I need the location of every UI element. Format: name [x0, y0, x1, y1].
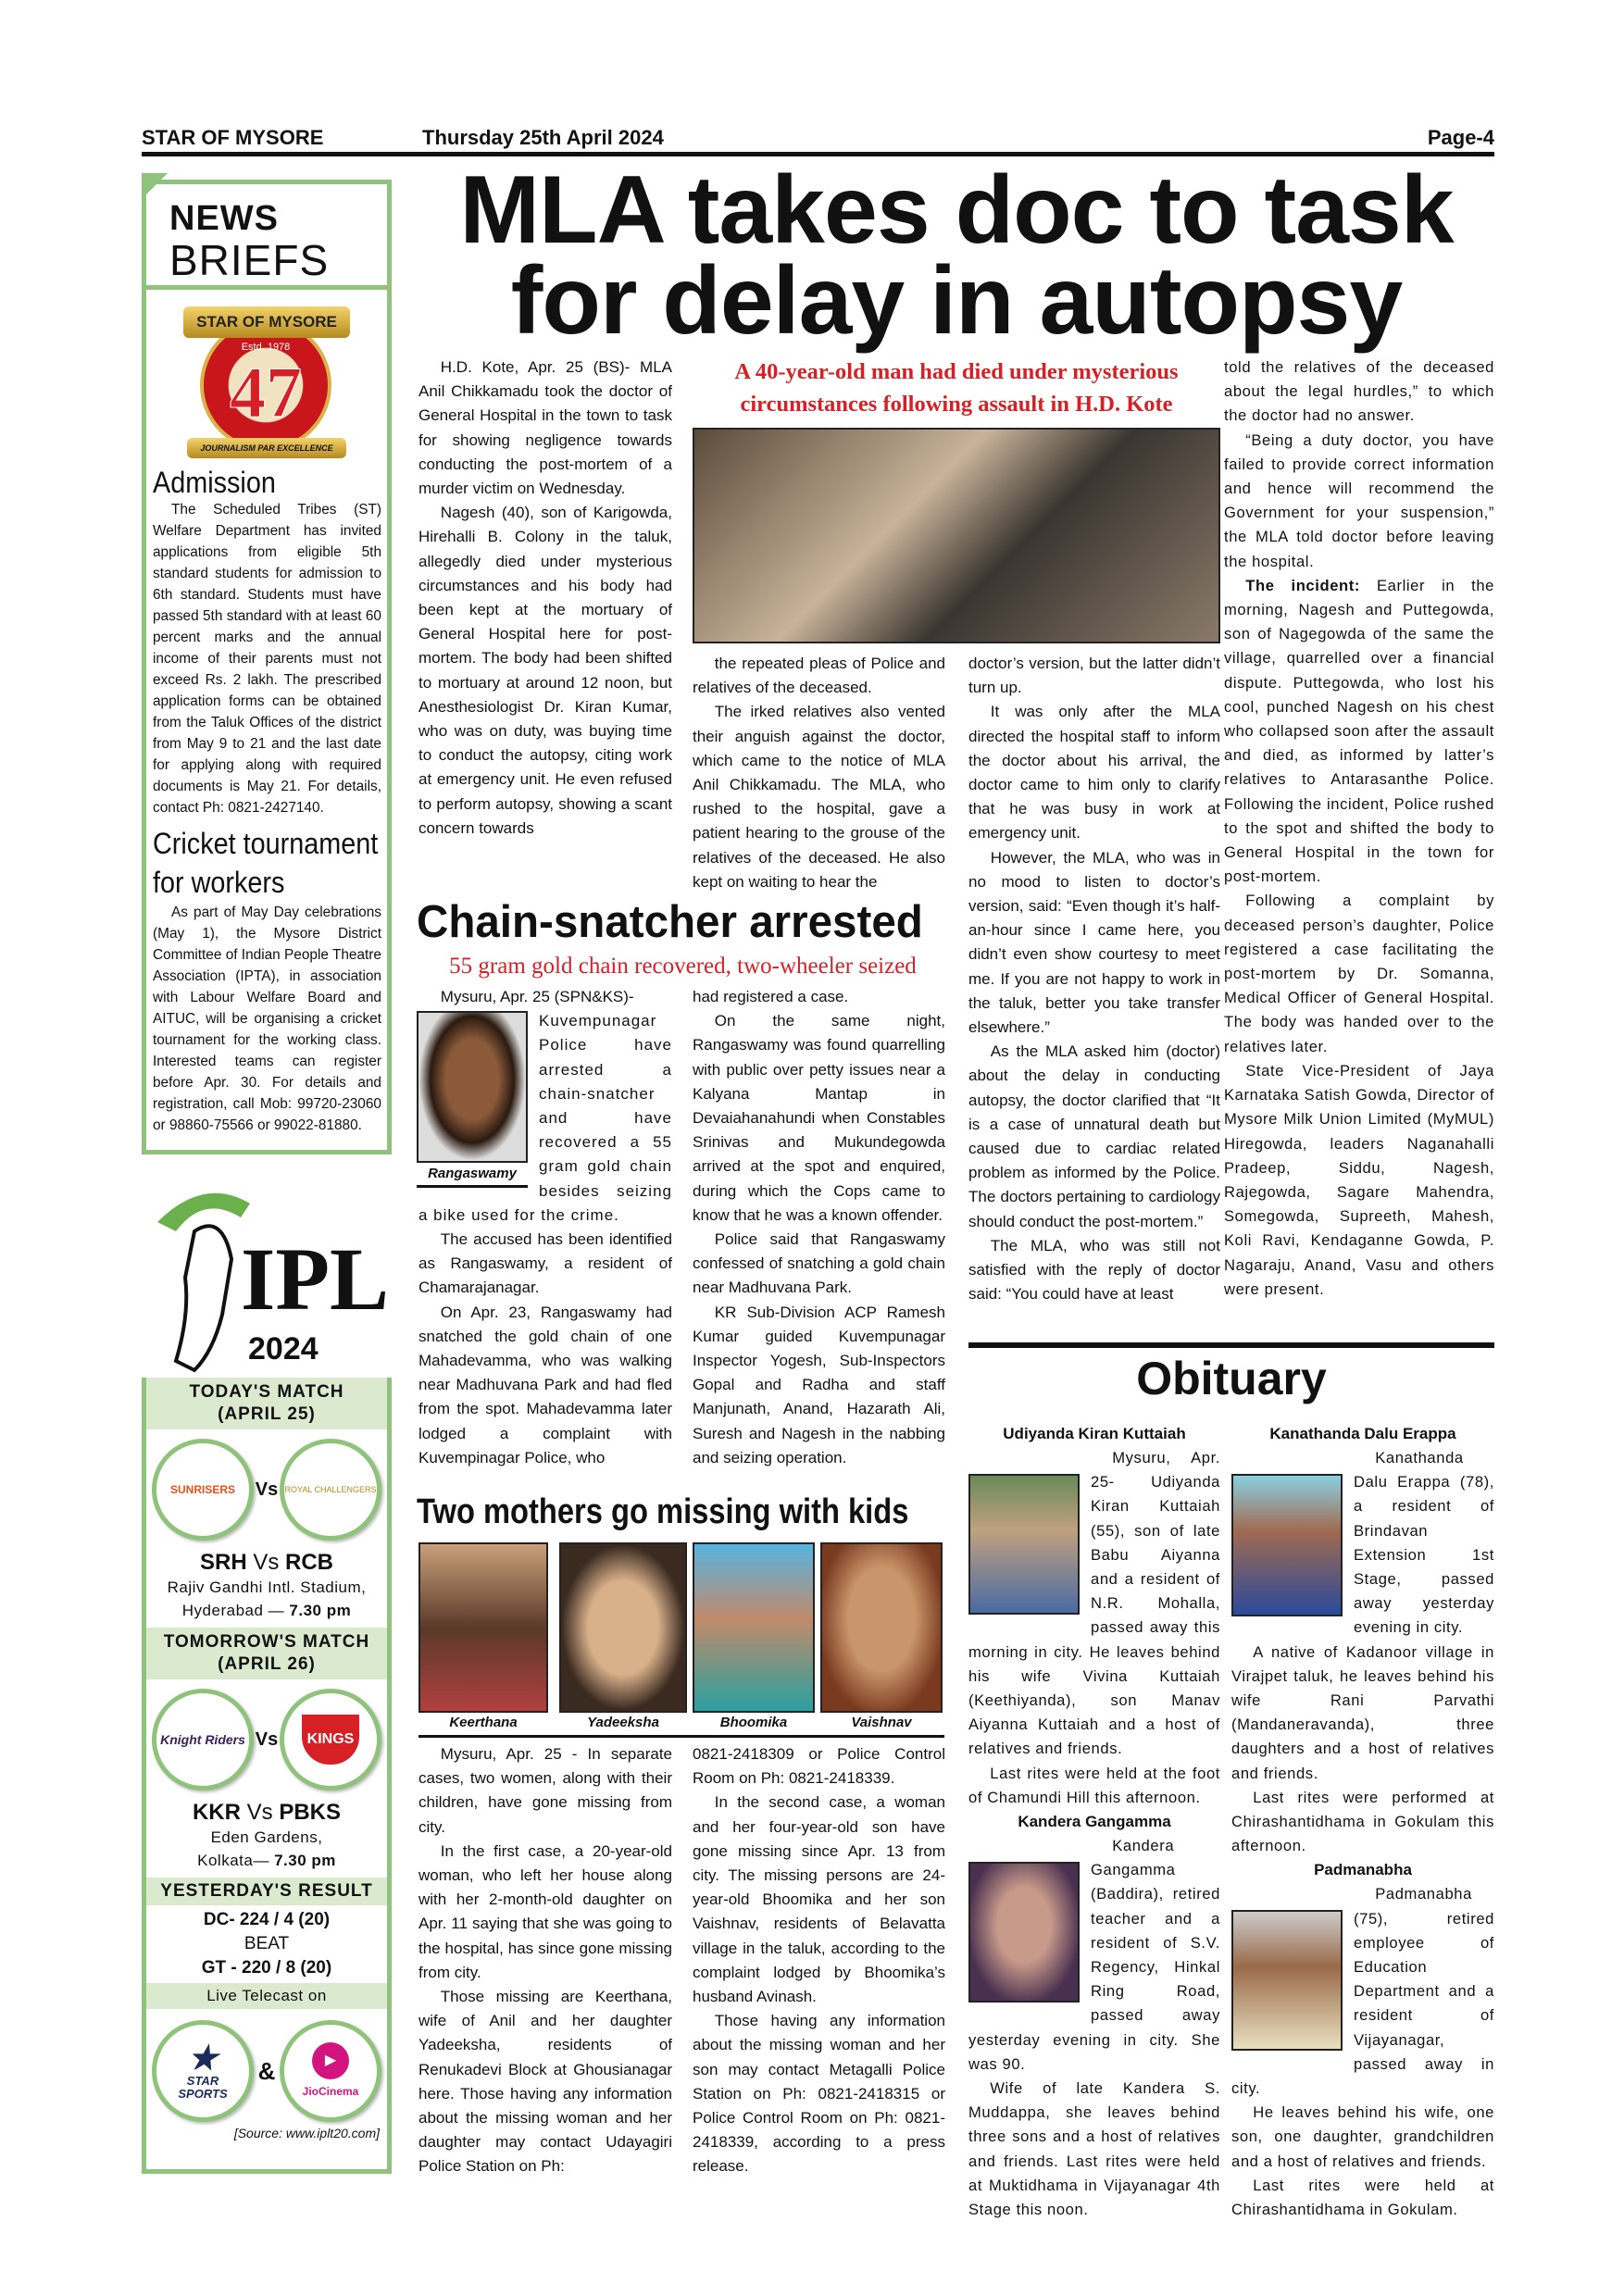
venue-today: Rajiv Gandhi Intl. Stadium, Hyderabad — 7.30 pm	[167, 1578, 367, 1619]
obit-text: Kanathanda Dalu Erappa (78), a resident of Brindavan Extension 1st Stage, passed away yesterday evening in city.	[1354, 1449, 1494, 1637]
corner-tab	[142, 173, 168, 199]
star-sports-logo: ★ STAR SPORTS	[152, 2020, 254, 2122]
rangaswamy-photo	[417, 1011, 528, 1163]
obit-name: Kanathanda Dalu Erappa	[1269, 1425, 1456, 1442]
caption-vaishnav: Vaishnav	[851, 1715, 912, 1730]
main-headline: MLA takes doc to task for delay in autopsy	[459, 156, 1454, 355]
obit-photo	[1231, 1910, 1343, 2051]
brief-text: As part of May Day celebrations (May 1), the Mysore District Committee of Indian People Theatre Association (IPTA), in association with Labour Welfare Board and AITUC, will be organising a cricket tournament for the working class. Interested teams can register before Apr. 30. For details and registration, call Mob: 99720-23060 or 98860-75566 or 99022-81880.	[153, 905, 381, 1133]
brief-heading: Cricket tournament for workers	[153, 827, 379, 899]
obit-photo	[968, 1862, 1080, 2003]
obit-text: Padmanabha (75), retired employee of Education Department and a resident of Vijayanagar, passed away in city.	[1231, 1885, 1494, 2098]
paper-name: STAR OF MYSORE	[142, 126, 324, 149]
caption-yadeeksha: Yadeeksha	[587, 1715, 659, 1730]
ipl-logo: IPL 2024	[139, 1176, 394, 1384]
obit-text: Last rites were performed at Chirashantidhama in Gokulam this afternoon.	[1231, 1788, 1494, 1855]
mla-hospital-photo	[693, 428, 1220, 643]
briefs-title-briefs: BRIEFS	[169, 236, 330, 284]
obit-name: Kandera Gangamma	[1018, 1813, 1171, 1831]
ipl-schedule-box: TODAY'S MATCH (APRIL 25) SUNRISERS Vs ROYAL CHALLENGERS SRH Vs RCB Rajiv Gandhi Intl. Stadium, Hyderabad — 7.30 pm TOMORROW'S MATCH (APRIL 26) Knight Riders Vs KINGS KKR Vs PBKS Eden Gardens, Kolkata— 7.30 pm YESTERDAY'S RESULT DC- 224 / 4 (20) BEAT GT - 220 / 8 (20) Live Telecast on ★ STAR SPORTS & ▶ JioCinema [Source: www.iplt20.com]	[142, 1378, 392, 2174]
yesterday-result: DC- 224 / 4 (20) BEAT GT - 220 / 8 (20)	[201, 1910, 332, 1978]
chain-subhead: 55 gram gold chain recovered, two-wheeler seized	[449, 954, 917, 979]
caption-keerthana: Keerthana	[449, 1715, 518, 1730]
main-col-3: doctor’s version, but the latter didn’t turn up. It was only after the MLA directed the hospital staff to inform the doctor about his arrival, the doctor came to him only to clarify that he was busy in work at emergency unit. However, the MLA, who was in no mood to listen to doctor’s version, said: “Even though it’s half-an-hour since I came here, you didn’t even show courtesy to meet me. If you are not happy to work in the taluk, better you take transfer elsewhere.” As the MLA asked him (doctor) about the delay in conducting autopsy, the doctor clarified that “It is a case of unnatural death but caused due to cardiac related problem as informed by the Police. The doctors pertaining to cardiology should conduct the post-mortem.” The MLA, who was still not satisfied with the reply of doctor said: “You could have at least	[968, 655, 1220, 1304]
obituary-col-2	[1231, 1422, 1494, 2222]
main-col-2: the repeated pleas of Police and relatives of the deceased. The irked relatives also vented their anguish against the doctor, which came to the notice of MLA Anil Chikkamadu. The MLA, who rushed to the hospital, gave a patient hearing to the grouse of the relatives of the deceased. He also kept on waiting to hear the	[693, 655, 945, 891]
news-briefs-box	[142, 180, 392, 1154]
pbks-logo: KINGS	[280, 1689, 381, 1791]
jiocinema-logo: ▶ JioCinema	[280, 2020, 381, 2122]
obit-text: A native of Kadanoor village in Virajpet taluk, he leaves behind his wife Rani Parvathi (Mandaneravanda), three daughters and a host of relatives and friends.	[1231, 1642, 1494, 1782]
source-note: [Source: www.iplt20.com]	[233, 2126, 380, 2140]
obituary-title: Obituary	[1136, 1353, 1327, 1404]
chain-headline: Chain-snatcher arrested	[417, 897, 923, 947]
rangaswamy-photo-block: Rangaswamy	[417, 1011, 528, 1188]
obit-text: Kandera Gangamma (Baddira), retired teacher and a resident of S.V. Regency, Hinkal Ring Road, passed away yesterday evening in city. She was 90.	[968, 1837, 1220, 2073]
page-number: Page-4	[1427, 126, 1494, 149]
srh-logo: SUNRISERS	[152, 1439, 254, 1541]
briefs-title-news: NEWS	[169, 199, 279, 238]
obit-name: Udiyanda Kiran Kuttaiah	[1003, 1425, 1186, 1442]
chain-col-1: Mysuru, Apr. 25 (SPN&KS)- Rangaswamy Kuvempunagar Police have arrested a chain-snatcher and have recovered a 55 gram gold chain besides seizing a bike used for the crime. The accused has been identified as Rangaswamy, a resident of Chamarajanagar. On Apr. 23, Rangaswamy had snatched the gold chain of one Mahadevamma, who was walking near Madhuvana Park and had fled from the spot. Mahadevamma later lodged a complaint with Kuvempinagar Police, who	[418, 988, 672, 1466]
venue-tomorrow: Eden Gardens, Kolkata— 7.30 pm	[197, 1828, 336, 1869]
obit-name: Padmanabha	[1314, 1861, 1412, 1879]
obit-text: Last rites were held at Chirashantidhama in Gokulam.	[1231, 2176, 1494, 2219]
yadeeksha-photo	[559, 1542, 687, 1713]
bhoomika-photo	[693, 1542, 815, 1713]
obit-text: He leaves behind his wife, one son, one daughter, grandchildren and a host of relatives and friends.	[1231, 2103, 1494, 2170]
brief-heading: Admission	[153, 466, 276, 499]
obit-text: Last rites were held at the foot of Chamundi Hill this afternoon.	[968, 1764, 1220, 1806]
chain-col-2: had registered a case. On the same night, Rangaswamy was found quarrelling with public over petty issues near a Kalyana Mantap in Devaiahanahundi when Constables Srinivas and Mukundegowda arrived at the spot and enquired, during which the Cops came to know that he was a known offender. Police said that Rangaswamy confessed of snatching a gold chain near Madhuvana Park. KR Sub-Division ACP Ramesh Kumar guided Kuvempunagar Inspector Yogesh, Sub-Inspectors Gopal and Radha and staff Manjunath, Anand, Hazarath Ali, Suresh and Nagesh in the nabbing and seizing operation.	[693, 988, 945, 1466]
vaishnav-photo	[820, 1542, 943, 1713]
missing-col-1: Mysuru, Apr. 25 - In separate cases, two women, along with their children, have gone missing from city. In the first case, a 20-year-old woman, who left her house along with her 2-month-old daughter on Apr. 11 saying that she was going to the hospital, has since gone missing from city. Those missing are Keerthana, wife of Anil and her daughter Yadeeksha, residents of Renukadevi Block at Ghousianagar here. Those having any information about the missing woman and her daughter may contact Udayagiri Police Station on Ph:	[418, 1745, 672, 2176]
missing-col-2: 0821-2418309 or Police Control Room on Ph: 0821-2418339. In the second case, a woman and her four-year-old son have gone missing since Apr. 13 from city. The missing persons are 24-year-old Bhoomika and her son Vaishnav, residents of Belavatta village in the taluk, according to the complaint lodged by Bhoomika’s husband Avinash. Those having any information about the missing woman and her son may contact Metagalli Police Station on Ph: 0821-2418315 or Police Control Room on Ph: 0821-2418339, according to a press release.	[693, 1745, 945, 2176]
missing-headline: Two mothers go missing with kids	[417, 1492, 909, 1531]
brief-text: The Scheduled Tribes (ST) Welfare Department has invited applications from eligible 5th standard students for admission to 6th standard. Students must have passed 5th standard with at least 60 percent marks and the annual income of their parents must not exceed Rs. 2 lakh. The prescribed application forms can be obtained from the Taluk Offices of the district from May 9 to 21 and the last date for applying along with required documents is May 21. For details, contact Ph: 0821-2427140.	[153, 502, 381, 816]
caption-bhoomika: Bhoomika	[719, 1715, 788, 1730]
obit-text: Mysuru, Apr. 25- Udiyanda Kiran Kuttaiah (55), son of late Babu Aiyanna and a resident of N.R. Mohalla, passed away this morning in city. He leaves behind his wife Vivina Kuttaiah (Keethiyanda), son Manav Aiyanna Kuttaiah and a host of relatives and friends.	[968, 1449, 1220, 1758]
main-subhead: A 40-year-old man had died under mysterious circumstances following assault in H.D. Kote	[734, 359, 1179, 417]
obituary-rule	[968, 1342, 1494, 1348]
obit-photo	[968, 1474, 1080, 1615]
obit-photo	[1231, 1474, 1343, 1616]
main-col-1: H.D. Kote, Apr. 25 (BS)- MLA Anil Chikkamadu took the doctor of General Hospital in the town to task for showing negligence towards conducting the post-mortem of a murder victim on Wednesday. Nagesh (40), son of Karigowda, Hirehalli B. Colony in the taluk, allegedly died under mysterious circumstances and his body had been kept at the mortuary of General Hospital here for post-mortem. The body had been shifted to mortuary at around 12 noon, but Anesthesiologist Dr. Kiran Kumar, who was on duty, was buying time to conduct the autopsy, citing work at emergency unit. He even refused to perform autopsy, showing a scant concern towards	[418, 358, 672, 837]
obit-text: Wife of late Kandera S. Muddappa, she leaves behind three sons and a host of relatives and friends. Last rites were held at Muktidhama in Vijayanagar 4th Stage this noon.	[968, 2079, 1220, 2219]
missing-rule	[418, 1735, 944, 1738]
kkr-logo: Knight Riders	[152, 1689, 254, 1791]
obituary-col-1	[968, 1422, 1220, 2222]
anniversary-logo: STAR OF MYSORE Estd. 1978 47 JOURNALISM PAR EXCELLENCE	[146, 290, 387, 466]
main-col-4: told the relatives of the deceased about the legal hurdles,” to which the doctor had no answer. “Being a duty doctor, you have failed to provide correct information and hence will recommend the Government for your suspension,” the MLA told doctor before leaving the hospital. The incident: Earlier in the morning, Nagesh and Puttegowda, son of Nagegowda of the same the village, quarrelled over a financial dispute. Puttegowda, who lost his cool, punched Nagesh on his chest who collapsed soon after the assault and died, as informed by latter’s relatives to Antarasanthe Police. Following the incident, Police rushed to the spot and shifted the body to General Hospital in the town for post-mortem. Following a complaint by deceased person’s daughter, Police registered a case facilitating the post-mortem by Dr. Somanna, Medical Officer of General Hospital. The body was handed over to the relatives later. State Vice-President of Jaya Karnataka Satish Gowda, Director of Mysore Milk Union Limited (MyMUL) Hiregowda, leaders Naganahalli Pradeep, Siddu, Nagesh, Rajegowda, Sagare Mahendra, Somegowda, Supreeth, Mahesh, Koli Ravi, Kendaganne Gowda, P. Nagaraju, Anand, Vasu and others were present.	[1224, 358, 1494, 1298]
rcb-logo: ROYAL CHALLENGERS	[280, 1439, 381, 1541]
issue-date: Thursday 25th April 2024	[422, 126, 664, 149]
keerthana-photo	[418, 1542, 548, 1713]
